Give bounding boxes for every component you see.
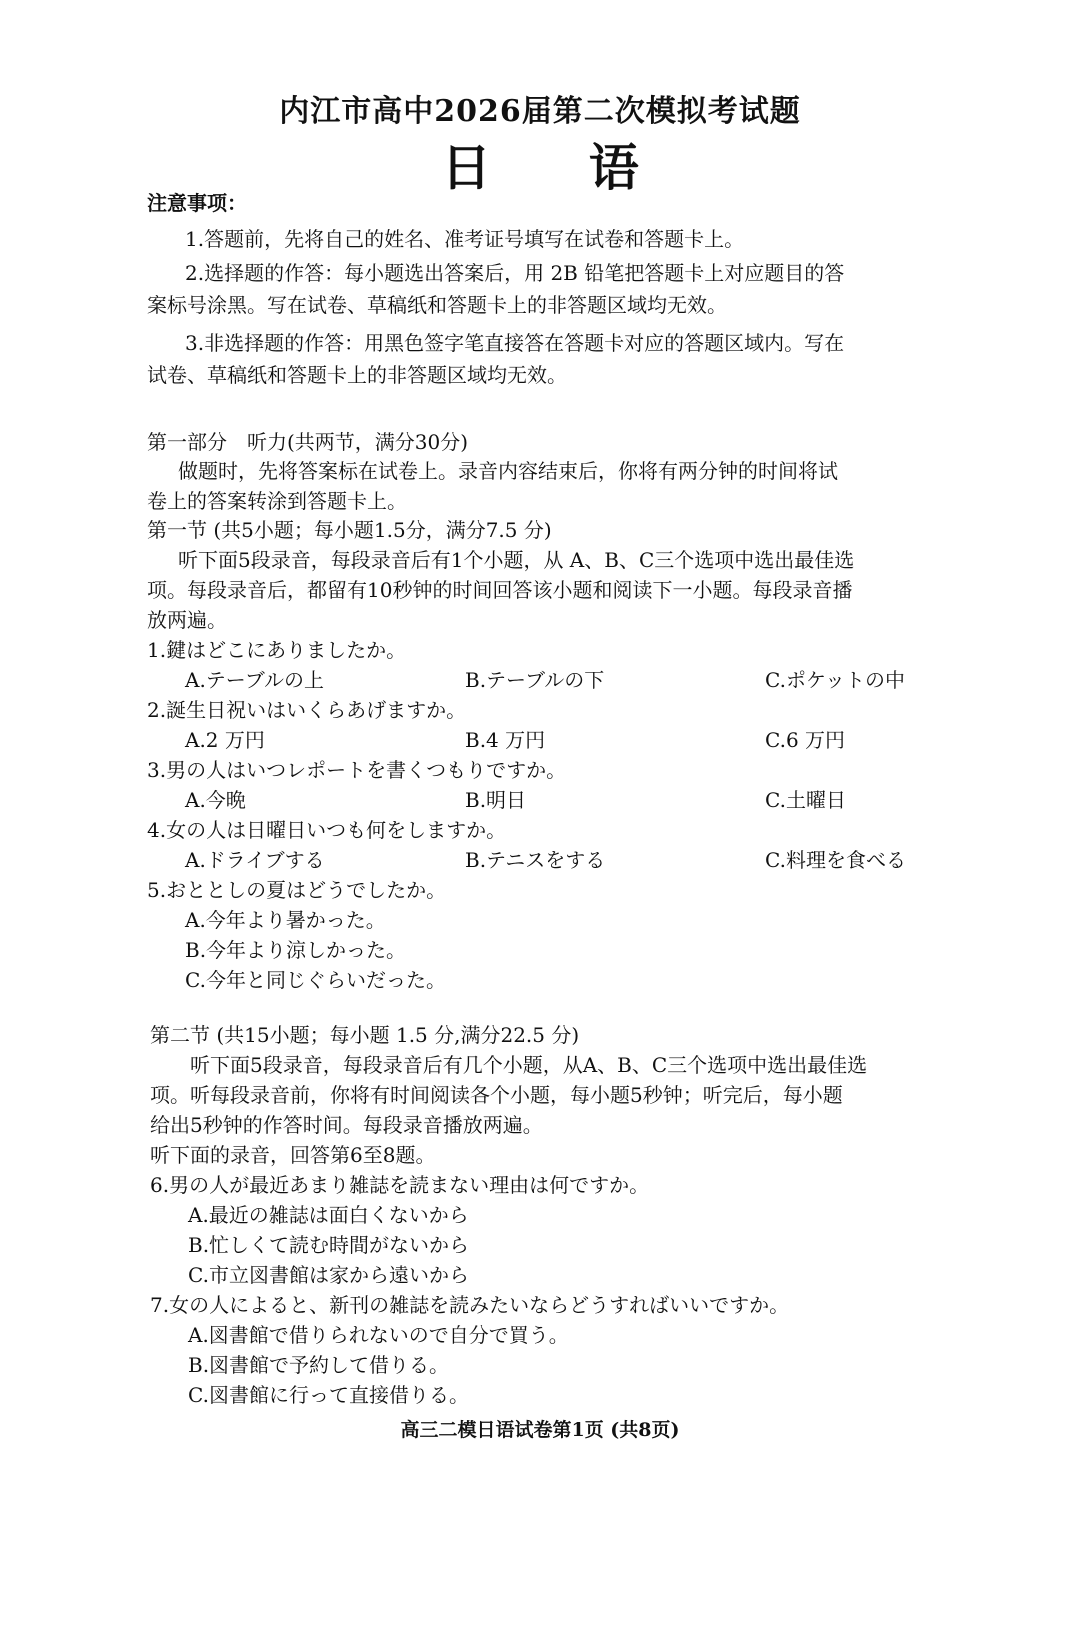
question-6: 6.男の人が最近あまり雑誌を読まない理由は何ですか。 [150,1173,650,1197]
q5-option-c: C.今年と同じぐらいだった。 [185,968,446,992]
q6-option-c: C.市立図書館は家から遠いから [188,1263,469,1287]
question-2: 2.誕生日祝いはいくらあげますか。 [147,698,467,722]
notice-line: 1.答题前，先将自己的姓名、准考证号填写在试卷和答题卡上。 [185,227,745,251]
page-footer: 高三二模日语试卷第1页 (共8页) [400,1419,680,1441]
notice-line: 试卷、草稿纸和答题卡上的非答题区域均无效。 [147,363,567,387]
q1-option-a: A.テーブルの上 [185,668,325,692]
section2-heading: 第二节 (共15小题；每小题 1.5 分,满分22.5 分) [150,1023,580,1047]
part1-intro: 做题时，先将答案标在试卷上。录音内容结束后，你将有两分钟的时间将试 [178,459,838,483]
group-note: 听下面的录音，回答第6至8题。 [150,1143,436,1167]
notice-line: 3.非选择题的作答：用黑色签字笔直接答在答题卡对应的答题区域内。写在 [185,331,845,355]
q4-option-a: A.ドライブする [185,848,325,872]
q7-option-c: C.図書館に行って直接借りる。 [188,1383,469,1407]
question-1: 1.鍵はどこにありましたか。 [147,638,407,662]
section1-intro: 放两遍。 [147,608,227,632]
q2-option-a: A.2 万円 [185,728,265,752]
q1-option-c: C.ポケットの中 [765,668,905,692]
q2-option-c: C.6 万円 [765,728,846,752]
q1-option-b: B.テーブルの下 [465,668,605,692]
q6-option-a: A.最近の雑誌は面白くないから [188,1203,469,1227]
notice-heading: 注意事项： [147,191,247,215]
q2-option-b: B.4 万円 [465,728,546,752]
section2-intro: 听下面5段录音，每段录音后有几个小题，从A、B、C三个选项中选出最佳选 [190,1053,868,1077]
section2-intro: 给出5秒钟的作答时间。每段录音播放两遍。 [150,1113,543,1137]
q5-option-b: B.今年より涼しかった。 [185,938,407,962]
question-3: 3.男の人はいつレポートを書くつもりですか。 [147,758,567,782]
question-5: 5.おととしの夏はどうでしたか。 [147,878,447,902]
part1-intro: 卷上的答案转涂到答题卡上。 [147,489,407,513]
q3-option-b: B.明日 [465,788,527,812]
section1-intro: 听下面5段录音，每段录音后有1个小题，从 A、B、C三个选项中选出最佳选 [178,548,855,572]
q7-option-a: A.図書館で借りられないので自分で買う。 [188,1323,569,1347]
question-4: 4.女の人は日曜日いつも何をしますか。 [147,818,507,842]
q3-option-a: A.今晩 [185,788,246,812]
question-7: 7.女の人によると、新刊の雑誌を読みたいならどうすればいいですか。 [150,1293,790,1317]
section1-intro: 项。每段录音后，都留有10秒钟的时间回答该小题和阅读下一小题。每段录音播 [147,578,853,602]
q5-option-a: A.今年より暑かった。 [185,908,386,932]
q6-option-b: B.忙しくて読む時間がないから [188,1233,470,1257]
notice-line: 案标号涂黑。写在试卷、草稿纸和答题卡上的非答题区域均无效。 [147,293,727,317]
q4-option-b: B.テニスをする [465,848,606,872]
part1-heading: 第一部分 听力(共两节，满分30分) [147,430,469,454]
subject-title: 日 语 [441,138,679,197]
q4-option-c: C.料理を食べる [765,848,906,872]
notice-line: 2.选择题的作答：每小题选出答案后，用 2B 铅笔把答题卡上对应题目的答 [185,261,845,285]
q7-option-b: B.図書館で予約して借りる。 [188,1353,450,1377]
section2-intro: 项。听每段录音前，你将有时间阅读各个小题，每小题5秒钟；听完后，每小题 [150,1083,843,1107]
exam-title: 内江市高中2026届第二次模拟考试题 [279,94,801,129]
q3-option-c: C.土曜日 [765,788,846,812]
section1-heading: 第一节 (共5小题；每小题1.5分，满分7.5 分) [147,518,552,542]
